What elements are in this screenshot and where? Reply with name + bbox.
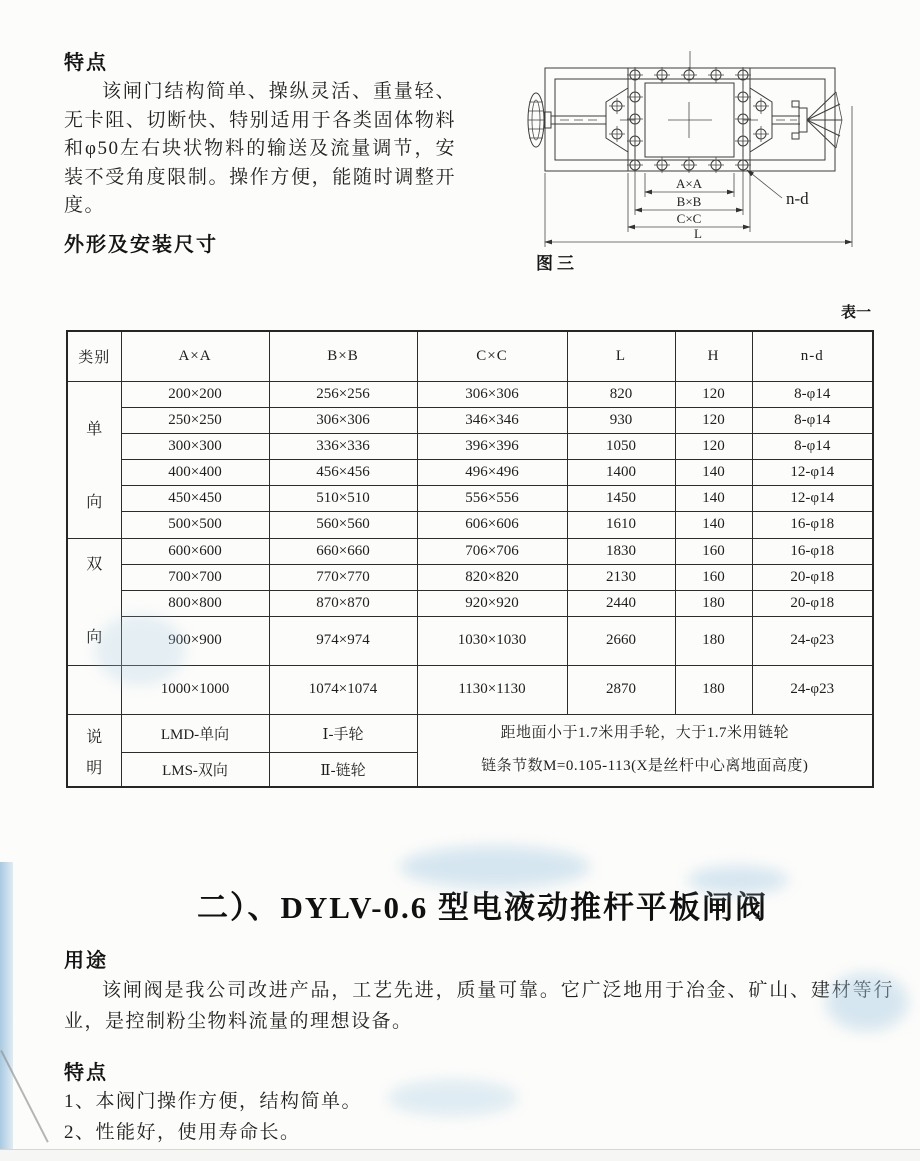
table-row <box>67 486 873 512</box>
table-row <box>67 714 873 753</box>
category-cell-double <box>67 538 121 665</box>
section-title: 二）、DYLV-0.6 型电液动推杆平板闸阀 <box>197 890 769 925</box>
spec-cell: 1130×1130 <box>417 665 567 714</box>
spec-cell: 606×606 <box>417 512 567 538</box>
spec-cell: 820×820 <box>417 564 567 590</box>
scan-edge-strip <box>0 862 13 1161</box>
spec-cell: 560×560 <box>269 512 417 538</box>
spec-cell: 16-φ18 <box>752 512 873 538</box>
spec-cell: 306×306 <box>417 381 567 407</box>
category-label: 说 <box>86 728 103 746</box>
usage-paragraph: 该闸阀是我公司改进产品，工艺先进，质量可靠。它广泛地用于冶金、矿山、建材等行业，是控制粉尘物料流量的理想设备。 <box>64 980 894 1032</box>
spec-cell: 870×870 <box>269 590 417 616</box>
features-paragraph: 该闸门结构简单、操纵灵活、重量轻、无卡阻、切断快、特别适用于各类固体物料和φ50左右块状物料的输送及流量调节，安装不受角度限制。操作方便，能随时调整开度。 <box>64 81 456 216</box>
remark-line: 距地面小于1.7米用手轮，大于1.7米用链轮 <box>500 725 789 741</box>
spec-cell: 1400 <box>567 459 675 485</box>
spec-cell: 140 <box>675 459 752 485</box>
spec-cell: 396×396 <box>417 433 567 459</box>
category-label: 向 <box>86 493 103 511</box>
category-cell-empty <box>67 665 121 714</box>
spec-cell: 1050 <box>567 433 675 459</box>
spec-cell: 920×920 <box>417 590 567 616</box>
spec-cell: 2440 <box>567 590 675 616</box>
spec-cell: 120 <box>675 433 752 459</box>
dimensions-heading: 外形及安装尺寸 <box>64 234 218 256</box>
spec-cell: 160 <box>675 564 752 590</box>
note-cell: LMD-单向 <box>121 714 269 753</box>
scan-blue-blot <box>388 1080 518 1116</box>
column-header: n-d <box>752 331 873 381</box>
category-label: 双 <box>86 555 103 573</box>
remark-line: 链条节数M=0.105-113(X是丝杆中心离地面高度) <box>481 758 809 774</box>
figure-caption: 图三 <box>536 254 578 273</box>
spec-cell: 456×456 <box>269 459 417 485</box>
spec-cell: 1030×1030 <box>417 617 567 665</box>
spec-cell: 2660 <box>567 617 675 665</box>
spec-cell: 1610 <box>567 512 675 538</box>
spec-cell: 120 <box>675 381 752 407</box>
table-row <box>67 459 873 485</box>
spec-cell: 8-φ14 <box>752 407 873 433</box>
spec-cell: 306×306 <box>269 407 417 433</box>
table-caption: 表一 <box>841 304 872 321</box>
category-label: 明 <box>86 759 103 777</box>
spec-cell: 140 <box>675 512 752 538</box>
spec-cell: 1450 <box>567 486 675 512</box>
spec-cell: 770×770 <box>269 564 417 590</box>
spec-cell: 1000×1000 <box>121 665 269 714</box>
spec-cell: 800×800 <box>121 590 269 616</box>
spec-cell: 160 <box>675 538 752 564</box>
spec-cell: 556×556 <box>417 486 567 512</box>
features2-heading: 特点 <box>64 1062 108 1084</box>
spec-cell: 400×400 <box>121 459 269 485</box>
spec-cell: 820 <box>567 381 675 407</box>
spec-cell: 450×450 <box>121 486 269 512</box>
table-row <box>67 538 873 564</box>
dim-label-axa: A×A <box>675 176 703 191</box>
note-cell: Ⅱ-链轮 <box>269 753 417 787</box>
category-cell-notes <box>67 714 121 787</box>
valve-diagram <box>502 46 917 286</box>
spec-cell: 510×510 <box>269 486 417 512</box>
column-header: L <box>567 331 675 381</box>
spec-cell: 180 <box>675 590 752 616</box>
dim-label-bxb: B×B <box>676 194 702 209</box>
table-row <box>67 617 873 665</box>
category-label: 单 <box>86 420 103 438</box>
dim-label-nd: n-d <box>786 189 809 208</box>
spec-cell: 180 <box>675 665 752 714</box>
spec-cell: 180 <box>675 617 752 665</box>
spec-cell: 496×496 <box>417 459 567 485</box>
table-row <box>67 665 873 714</box>
spec-cell: 1074×1074 <box>269 665 417 714</box>
spec-cell: 336×336 <box>269 433 417 459</box>
spec-cell: 12-φ14 <box>752 459 873 485</box>
table-row <box>67 590 873 616</box>
spec-cell: 2870 <box>567 665 675 714</box>
spec-cell: 900×900 <box>121 617 269 665</box>
table-row <box>67 381 873 407</box>
spec-cell: 250×250 <box>121 407 269 433</box>
column-header: 类别 <box>67 331 121 381</box>
usage-heading: 用途 <box>64 950 108 972</box>
scan-bottom-area <box>0 1150 920 1161</box>
remark-cell <box>417 714 873 787</box>
table-row <box>67 407 873 433</box>
table-row <box>67 512 873 538</box>
table-header-row <box>67 331 873 381</box>
feature-item: 2、性能好，使用寿命长。 <box>64 1122 301 1143</box>
dim-label-l: L <box>694 226 702 241</box>
spec-table <box>66 330 874 788</box>
category-cell-single <box>67 381 121 538</box>
features-heading: 特点 <box>64 52 108 74</box>
note-cell: Ⅰ-手轮 <box>269 714 417 753</box>
table-row <box>67 433 873 459</box>
spec-cell: 500×500 <box>121 512 269 538</box>
note-cell: LMS-双向 <box>121 753 269 787</box>
column-header: H <box>675 331 752 381</box>
spec-cell: 200×200 <box>121 381 269 407</box>
spec-cell: 24-φ23 <box>752 665 873 714</box>
table-row <box>67 564 873 590</box>
spec-cell: 20-φ18 <box>752 590 873 616</box>
spec-cell: 120 <box>675 407 752 433</box>
spec-cell: 8-φ14 <box>752 381 873 407</box>
dim-label-cxc: C×C <box>676 211 702 226</box>
column-header: B×B <box>269 331 417 381</box>
spec-cell: 660×660 <box>269 538 417 564</box>
spec-cell: 974×974 <box>269 617 417 665</box>
spec-cell: 346×346 <box>417 407 567 433</box>
spec-cell: 1830 <box>567 538 675 564</box>
column-header: A×A <box>121 331 269 381</box>
column-header: C×C <box>417 331 567 381</box>
spec-cell: 700×700 <box>121 564 269 590</box>
spec-cell: 16-φ18 <box>752 538 873 564</box>
valve-diagram-svg <box>502 46 917 286</box>
spec-cell: 600×600 <box>121 538 269 564</box>
spec-cell: 140 <box>675 486 752 512</box>
spec-cell: 930 <box>567 407 675 433</box>
spec-cell: 8-φ14 <box>752 433 873 459</box>
spec-cell: 300×300 <box>121 433 269 459</box>
feature-item: 1、本阀门操作方便，结构简单。 <box>64 1091 363 1112</box>
spec-cell: 24-φ23 <box>752 617 873 665</box>
spec-cell: 706×706 <box>417 538 567 564</box>
category-label: 向 <box>86 628 103 646</box>
spec-cell: 12-φ14 <box>752 486 873 512</box>
spec-cell: 20-φ18 <box>752 564 873 590</box>
spec-cell: 256×256 <box>269 381 417 407</box>
spec-cell: 2130 <box>567 564 675 590</box>
